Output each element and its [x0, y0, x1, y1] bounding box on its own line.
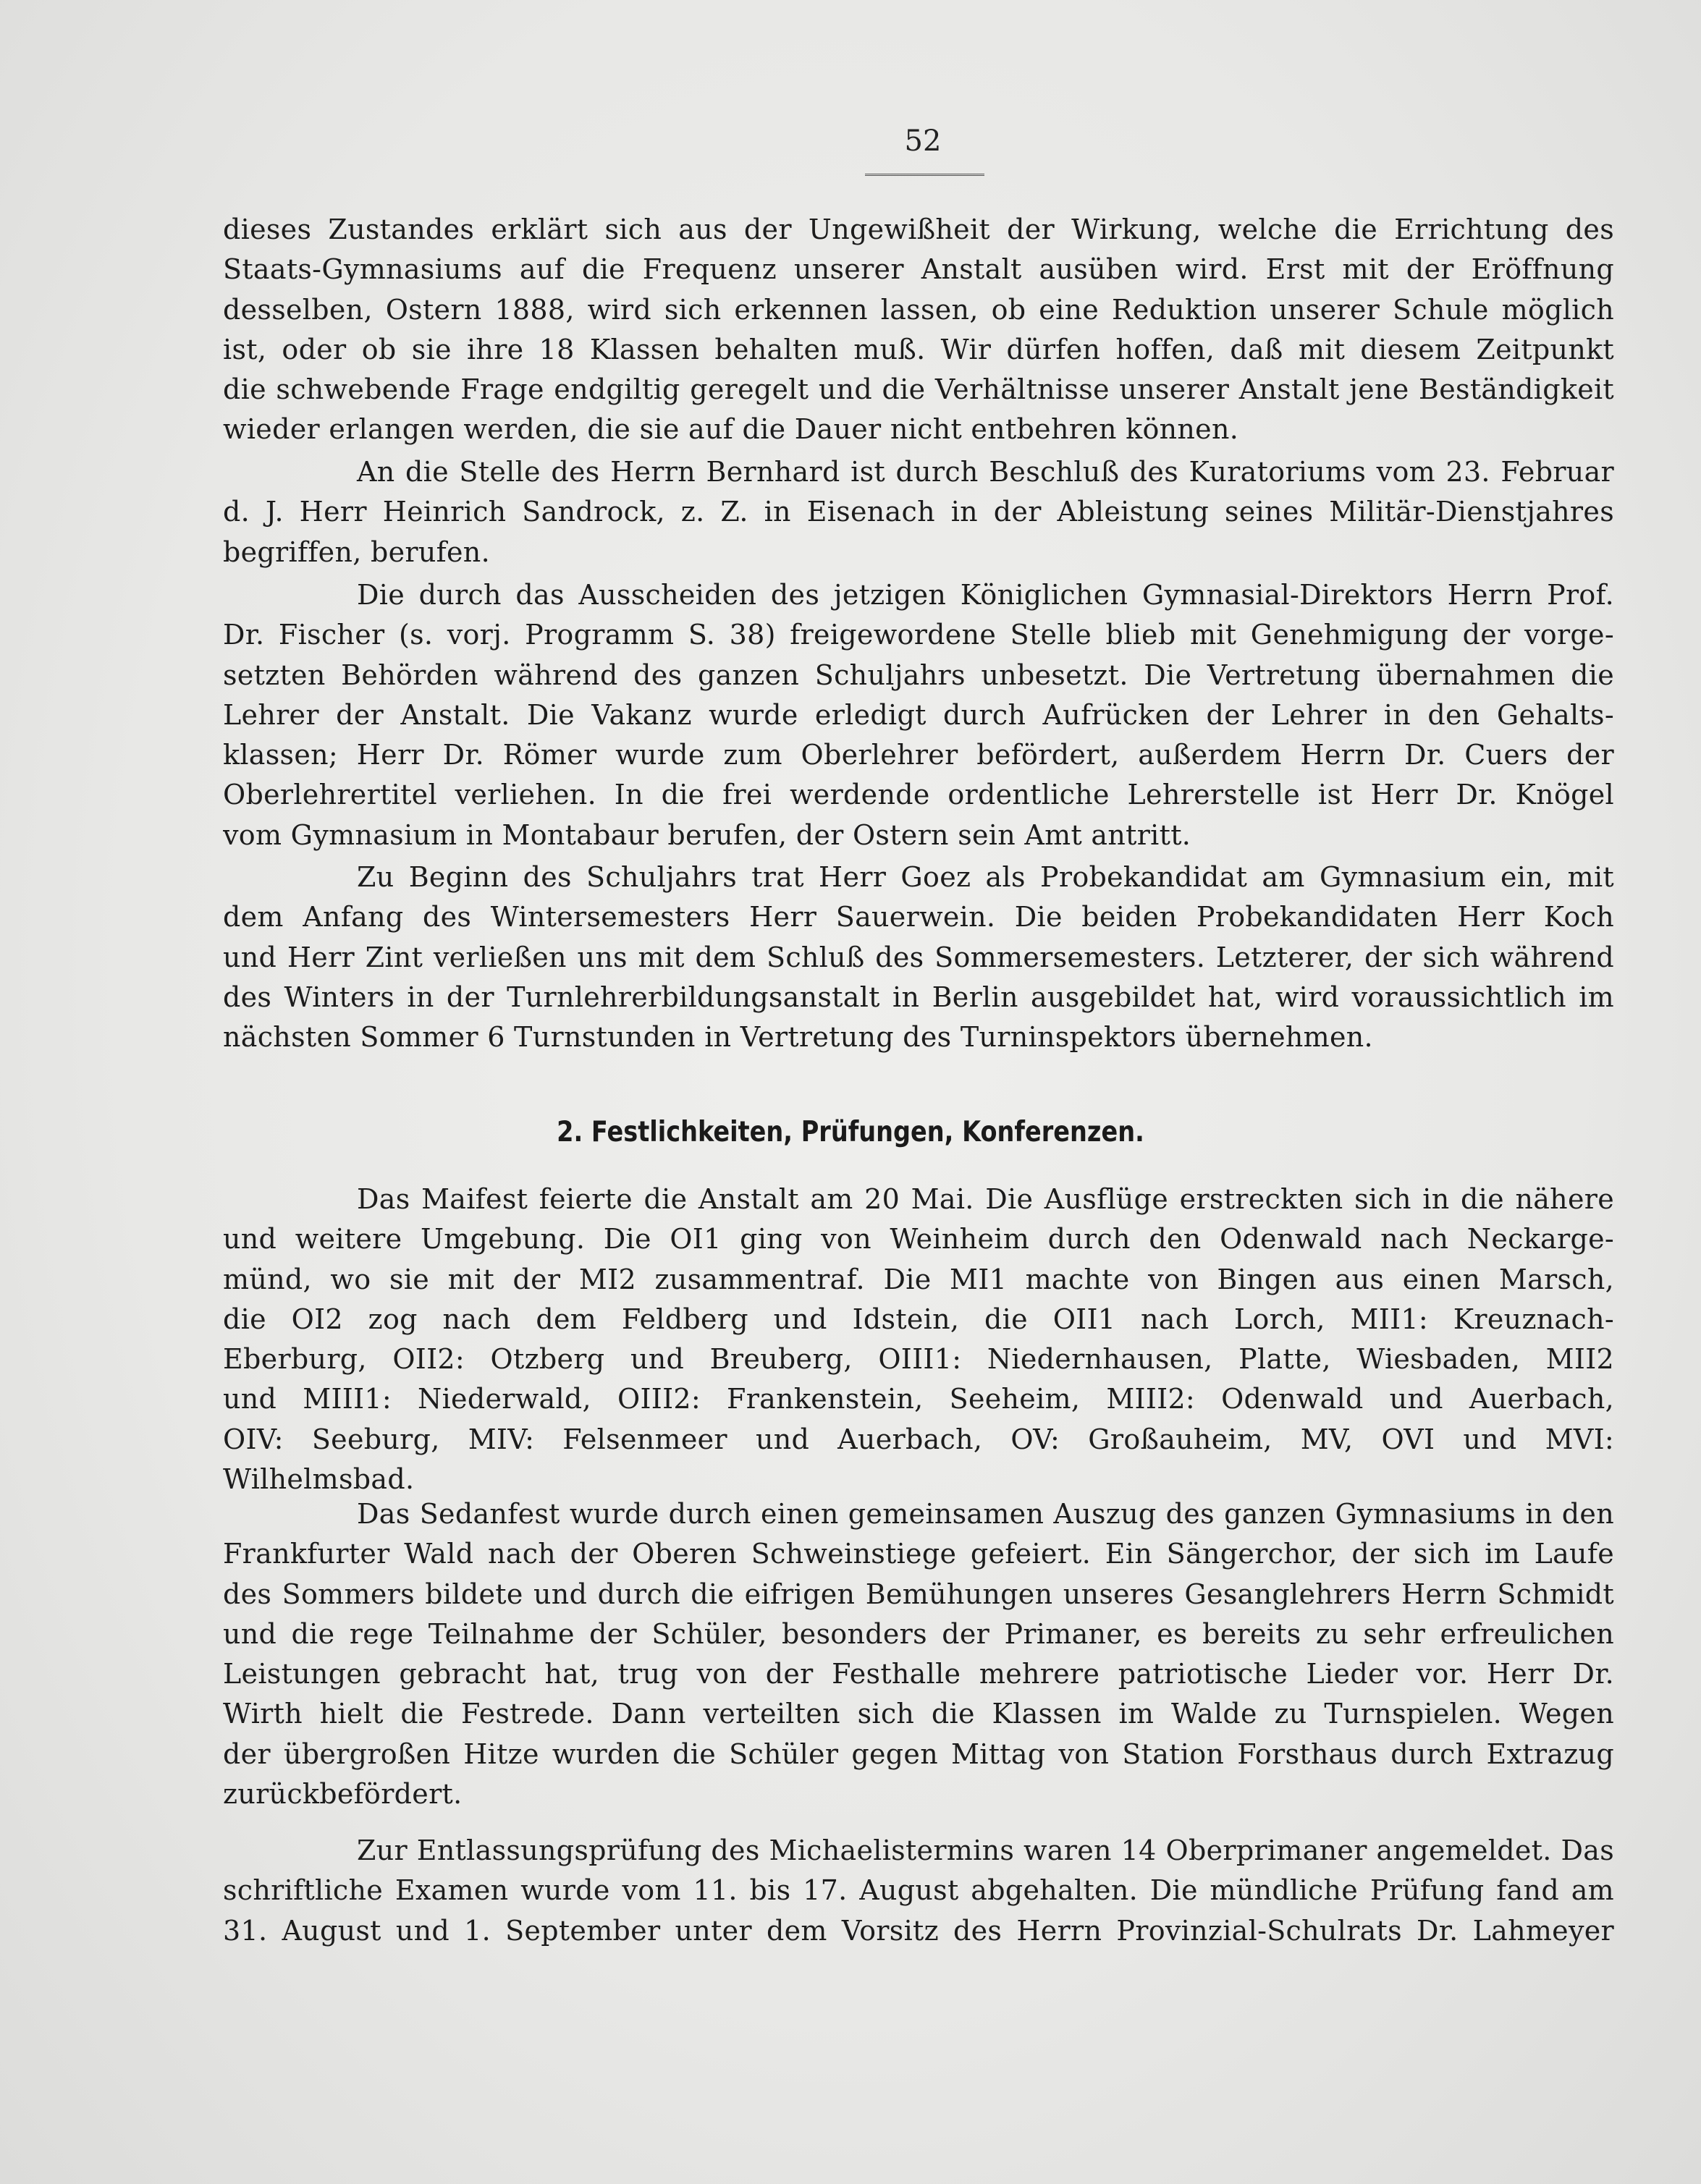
text-line: zurückbefördert. — [223, 1778, 463, 1811]
text-line: des Winters in der Turnlehrerbildungsanstalt in Berlin ausgebildet hat, wird voraussichtlich im — [223, 981, 1614, 1013]
text-line: nächsten Sommer 6 Turnstunden in Vertretung des Turninspektors übernehmen. — [223, 1021, 1373, 1054]
text-line: und Herr Zint verließen uns mit dem Schluß des Sommersemesters. Letzterer, der sich während — [223, 941, 1614, 973]
text-line: und die rege Teilnahme der Schüler, besonders der Primaner, es bereits zu sehr erfreulichen — [223, 1617, 1614, 1650]
text-line: wieder erlangen werden, die sie auf die Dauer nicht entbehren können. — [223, 413, 1239, 446]
text-line: vom Gymnasium in Montabaur berufen, der Ostern sein Amt antritt. — [223, 818, 1191, 851]
text-line: Wilhelmsbad. — [223, 1463, 415, 1496]
paragraph-sedanfest — [223, 1494, 1614, 1814]
text-line: d. J. Herr Heinrich Sandrock, z. Z. in Eisenach in der Ableistung seines Militär-Dienstjahres — [223, 496, 1614, 528]
page-number: 52 — [904, 124, 942, 158]
text-line: die OI2 zog nach dem Feldberg und Idstein, die OII1 nach Lorch, MII1: Kreuznach- — [223, 1303, 1614, 1335]
text-line: der übergroßen Hitze wurden die Schüler gegen Mittag von Station Forsthaus durch Extrazug — [223, 1738, 1614, 1770]
text-line: Das Maifest feierte die Anstalt am 20 Mai. Die Ausflüge erstreckten sich in die nähere — [357, 1183, 1614, 1215]
text-line: und MIII1: Niederwald, OIII2: Frankenstein, Seeheim, MIII2: Odenwald und Auerbach, — [223, 1383, 1614, 1415]
text-line: setzten Behörden während des ganzen Schuljahrs unbesetzt. Die Vertretung übernahmen die — [223, 659, 1614, 691]
text-line: Dr. Fischer (s. vorj. Programm S. 38) freigewordene Stelle blieb mit Genehmigung der vorge- — [223, 619, 1614, 651]
paragraph-probationary-candidates — [223, 858, 1614, 1057]
text-line: Leistungen gebracht hat, trug von der Festhalle mehrere patriotische Lieder vor. Herr Dr. — [223, 1658, 1614, 1690]
text-line: desselben, Ostern 1888, wird sich erkennen lassen, ob eine Reduktion unserer Schule möglich — [223, 293, 1614, 326]
text-line: dem Anfang des Wintersemesters Herr Sauerwein. Die beiden Probekandidaten Herr Koch — [223, 901, 1614, 934]
text-line: Das Sedanfest wurde durch einen gemeinsamen Auszug des ganzen Gymnasiums in den — [357, 1498, 1614, 1530]
text-line: die schwebende Frage endgiltig geregelt und die Verhältnisse unserer Anstalt jene Beständigkeit — [223, 373, 1614, 406]
text-line: OIV: Seeburg, MIV: Felsenmeer und Auerbach, OV: Großauheim, MV, OVI und MVI: — [223, 1423, 1614, 1455]
text-line: münd, wo sie mit der MI2 zusammentraf. Die MI1 machte von Bingen aus einen Marsch, — [223, 1263, 1614, 1295]
text-line: begriffen, berufen. — [223, 536, 490, 568]
paragraph-director-vacancy — [223, 575, 1614, 855]
paragraph-sandrock-appointment — [223, 452, 1614, 572]
text-line: ist, oder ob sie ihre 18 Klassen behalten muß. Wir dürfen hoffen, daß mit diesem Zeitpunkt — [223, 333, 1614, 365]
text-line: An die Stelle des Herrn Bernhard ist durch Beschluß des Kuratoriums vom 23. Februar — [357, 456, 1614, 488]
text-line: Zu Beginn des Schuljahrs trat Herr Goez als Probekandidat am Gymnasium ein, mit — [357, 861, 1614, 893]
text-line: Staats-Gymnasiums auf die Frequenz unserer Anstalt ausüben wird. Erst mit der Eröffnung — [223, 253, 1614, 286]
text-line: Oberlehrertitel verliehen. In die frei werdende ordentliche Lehrerstelle ist Herr Dr. Knögel — [223, 779, 1614, 811]
paragraph-leaving-exam — [223, 1831, 1614, 1951]
text-line: Lehrer der Anstalt. Die Vakanz wurde erledigt durch Aufrücken der Lehrer in den Gehalts- — [223, 698, 1614, 731]
text-line: Zur Entlassungsprüfung des Michaelistermins waren 14 Oberprimaner angemeldet. Das — [357, 1834, 1614, 1866]
text-line: Wirth hielt die Festrede. Dann verteilten sich die Klassen im Walde zu Turnspielen. Wegen — [223, 1698, 1614, 1730]
paragraph-school-frequency — [223, 210, 1614, 450]
text-line: Frankfurter Wald nach der Oberen Schweinstiege gefeiert. Ein Sängerchor, der sich im Laufe — [223, 1538, 1614, 1570]
paragraph-maifest — [223, 1180, 1614, 1499]
page-number-rule — [865, 168, 984, 176]
text-line: Die durch das Ausscheiden des jetzigen Königlichen Gymnasial-Direktors Herrn Prof. — [357, 579, 1614, 611]
section-heading: 2. Festlichkeiten, Prüfungen, Konferenzen. — [557, 1116, 1144, 1148]
text-line: dieses Zustandes erklärt sich aus der Ungewißheit der Wirkung, welche die Errichtung des — [223, 213, 1614, 245]
text-line: schriftliche Examen wurde vom 11. bis 17. August abgehalten. Die mündliche Prüfung fand am — [223, 1874, 1614, 1907]
text-line: 31. August und 1. September unter dem Vorsitz des Herrn Provinzial-Schulrats Dr. Lahmeyer — [223, 1914, 1614, 1947]
text-line: und weitere Umgebung. Die OI1 ging von Weinheim durch den Odenwald nach Neckarge- — [223, 1223, 1614, 1256]
text-line: klassen; Herr Dr. Römer wurde zum Oberlehrer befördert, außerdem Herrn Dr. Cuers der — [223, 739, 1614, 771]
text-line: des Sommers bildete und durch die eifrigen Bemühungen unseres Gesanglehrers Herrn Schmidt — [223, 1578, 1614, 1610]
text-line: Eberburg, OII2: Otzberg und Breuberg, OIII1: Niedernhausen, Platte, Wiesbaden, MII2 — [223, 1343, 1614, 1376]
